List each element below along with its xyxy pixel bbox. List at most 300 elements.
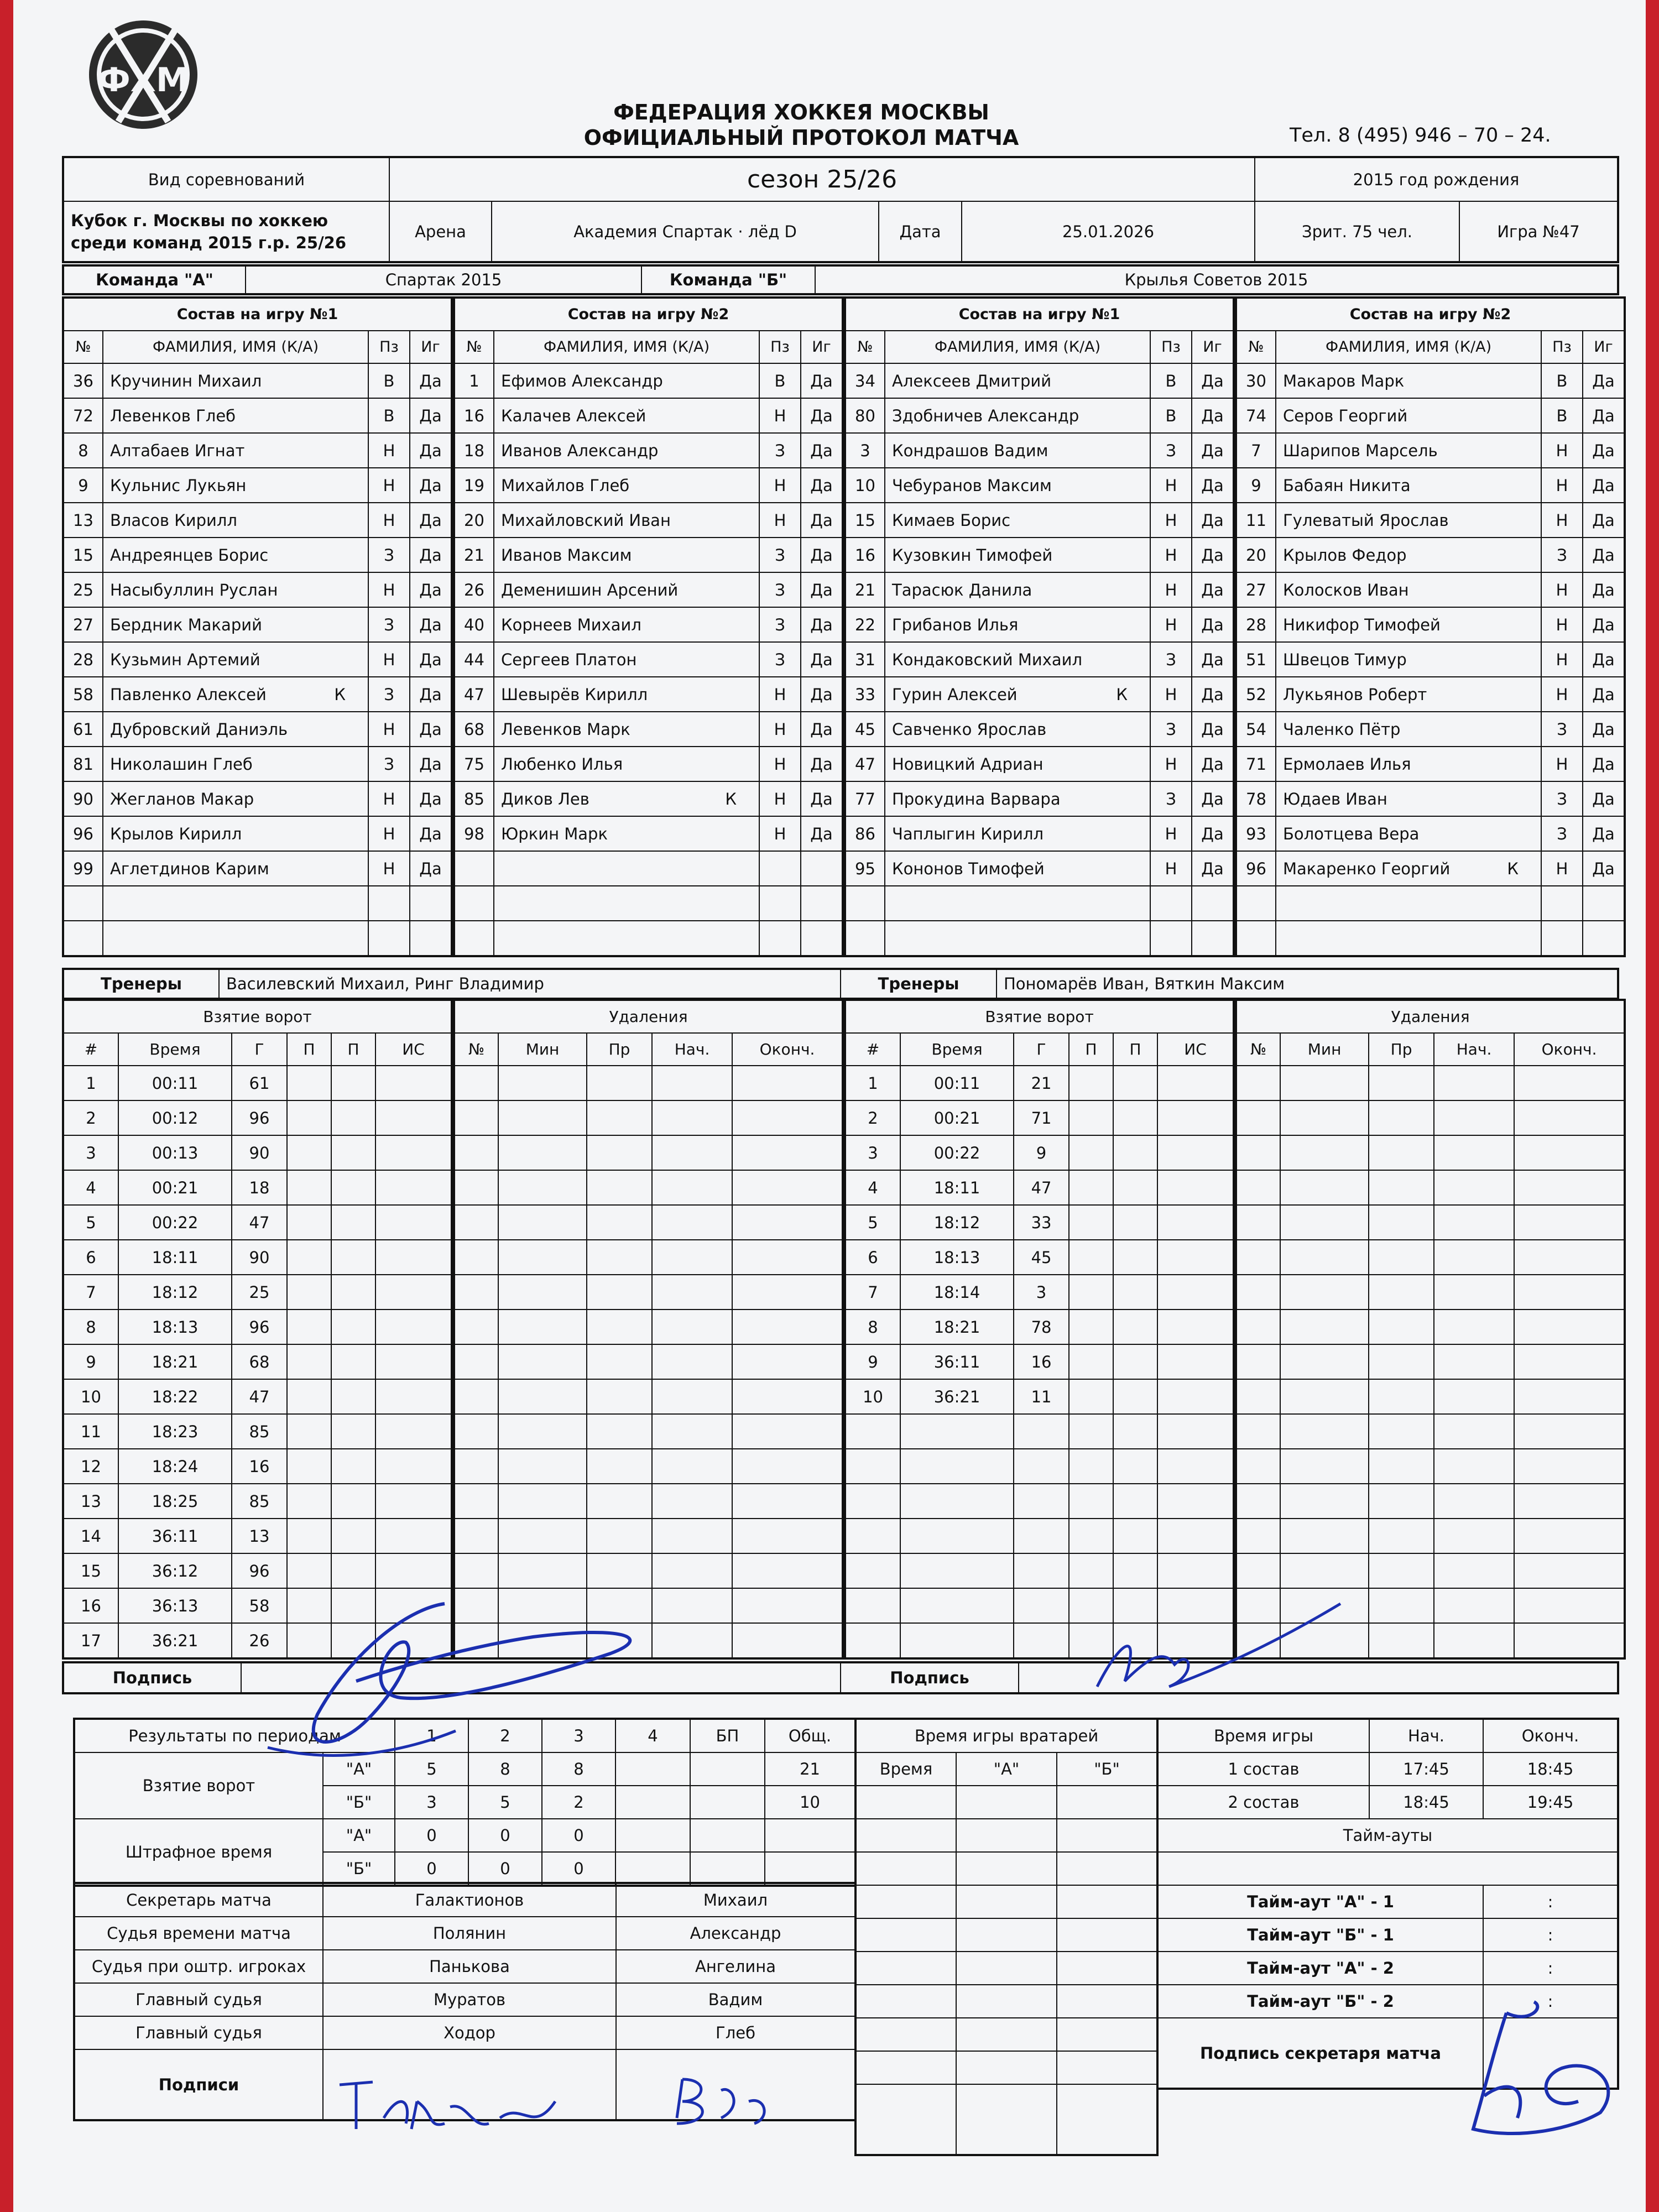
coaches-a: Василевский Михаил, Ринг Владимир bbox=[219, 969, 841, 999]
goal-time: 36:11 bbox=[900, 1344, 1014, 1379]
player-position: Н bbox=[1150, 851, 1192, 886]
team-a-label: Команда "А" bbox=[63, 265, 246, 294]
goal-time: 00:21 bbox=[118, 1170, 232, 1205]
player-row bbox=[454, 816, 843, 851]
timeout-row bbox=[1157, 1885, 1618, 1918]
roster-col-number: № bbox=[63, 331, 103, 363]
player-name-cell bbox=[1276, 433, 1541, 468]
goal-scorer: 18 bbox=[232, 1170, 287, 1205]
official-surname: Ходор bbox=[323, 2016, 616, 2049]
player-row bbox=[63, 607, 452, 642]
player-name: Бабаян Никита bbox=[1283, 476, 1411, 495]
player-row bbox=[63, 433, 452, 468]
player-number: 27 bbox=[1236, 572, 1276, 607]
goal-time: 36:11 bbox=[118, 1519, 232, 1553]
player-name: Кузовкин Тимофей bbox=[892, 545, 1053, 565]
player-played: Да bbox=[410, 503, 452, 538]
team-b-name: Крылья Советов 2015 bbox=[815, 265, 1618, 294]
player-row bbox=[454, 398, 843, 433]
goal-scorer: 85 bbox=[232, 1484, 287, 1519]
player-name-cell bbox=[885, 642, 1150, 677]
player-position: Н bbox=[759, 503, 801, 538]
goal-scorer: 25 bbox=[232, 1275, 287, 1310]
player-position: З bbox=[759, 538, 801, 572]
goal-scorer: 96 bbox=[232, 1553, 287, 1588]
player-name-cell bbox=[494, 851, 759, 886]
goals-b-total: 10 bbox=[765, 1786, 855, 1819]
player-number: 36 bbox=[63, 363, 103, 398]
player-played: Да bbox=[1192, 503, 1234, 538]
timeout-label: Тайм-аут "Б" - 1 bbox=[1157, 1918, 1483, 1952]
goal-row bbox=[845, 1310, 1234, 1344]
player-row bbox=[1236, 642, 1625, 677]
player-played: Да bbox=[410, 851, 452, 886]
player-played: Да bbox=[801, 538, 843, 572]
player-row bbox=[63, 816, 452, 851]
penalties-col: Оконч. bbox=[732, 1033, 843, 1066]
player-number: 28 bbox=[63, 642, 103, 677]
col-period-3: 3 bbox=[542, 1719, 615, 1752]
player-row bbox=[454, 433, 843, 468]
player-played: Да bbox=[1583, 572, 1625, 607]
player-row bbox=[63, 503, 452, 538]
player-number: 96 bbox=[1236, 851, 1276, 886]
player-position: Н bbox=[759, 468, 801, 503]
player-name: Макаров Марк bbox=[1283, 371, 1405, 390]
player-name: Чаленко Пётр bbox=[1283, 719, 1401, 739]
team-b-mark: "Б" bbox=[323, 1852, 395, 1886]
goal-number: 5 bbox=[63, 1205, 118, 1240]
goal-row bbox=[63, 1310, 452, 1344]
player-number: 99 bbox=[63, 851, 103, 886]
player-played bbox=[801, 921, 843, 956]
player-name: Макаренко Георгий bbox=[1283, 859, 1451, 878]
goal-scorer bbox=[1014, 1623, 1069, 1658]
player-position: Н bbox=[1150, 747, 1192, 781]
player-name: Кондрашов Вадим bbox=[892, 441, 1048, 460]
player-name: Кульнис Лукьян bbox=[110, 476, 247, 495]
penalties-col: Нач. bbox=[652, 1033, 732, 1066]
player-played: Да bbox=[410, 607, 452, 642]
player-number: 10 bbox=[845, 468, 885, 503]
player-number: 47 bbox=[845, 747, 885, 781]
goal-row bbox=[63, 1135, 452, 1170]
player-name: Гулеватый Ярослав bbox=[1283, 510, 1449, 530]
player-name: Тарасюк Данила bbox=[892, 580, 1032, 599]
player-number: 3 bbox=[845, 433, 885, 468]
player-played: Да bbox=[1192, 607, 1234, 642]
goal-row bbox=[63, 1553, 452, 1588]
player-number: 7 bbox=[1236, 433, 1276, 468]
player-name-cell bbox=[103, 921, 368, 956]
goal-time: 18:12 bbox=[118, 1275, 232, 1310]
goal-number: 6 bbox=[845, 1240, 900, 1275]
player-name: Крылов Федор bbox=[1283, 545, 1407, 565]
goal-number: 2 bbox=[63, 1100, 118, 1135]
goal-number: 3 bbox=[845, 1135, 900, 1170]
goal-time: 18:25 bbox=[118, 1484, 232, 1519]
player-position: Н bbox=[1541, 433, 1583, 468]
player-name-cell bbox=[103, 642, 368, 677]
goal-scorer: 96 bbox=[232, 1100, 287, 1135]
player-played: Да bbox=[1192, 363, 1234, 398]
officials-signatures bbox=[323, 2068, 854, 2151]
goal-number bbox=[845, 1519, 900, 1553]
player-name-cell bbox=[103, 433, 368, 468]
player-position: З bbox=[759, 607, 801, 642]
goals-col: Время bbox=[900, 1033, 1014, 1066]
player-name: Калачев Алексей bbox=[501, 406, 646, 425]
player-position: Н bbox=[1150, 677, 1192, 712]
player-position: Н bbox=[1541, 468, 1583, 503]
player-name: Шевырёв Кирилл bbox=[501, 685, 648, 704]
goal-number: 16 bbox=[63, 1588, 118, 1623]
player-number: 20 bbox=[1236, 538, 1276, 572]
roster-col-number: № bbox=[845, 331, 885, 363]
results-title: Результаты по периодам bbox=[74, 1719, 395, 1752]
goal-time: 18:14 bbox=[900, 1275, 1014, 1310]
player-name-cell bbox=[494, 433, 759, 468]
goal-number: 13 bbox=[63, 1484, 118, 1519]
player-position: Н bbox=[759, 816, 801, 851]
player-position bbox=[368, 886, 410, 921]
goal-number: 4 bbox=[63, 1170, 118, 1205]
player-name-cell bbox=[103, 468, 368, 503]
player-played: Да bbox=[1583, 747, 1625, 781]
player-position: З bbox=[759, 433, 801, 468]
player-row bbox=[845, 781, 1234, 816]
player-name-cell bbox=[1276, 468, 1541, 503]
goal-row bbox=[845, 1205, 1234, 1240]
gk-b-col: "Б" bbox=[1057, 1752, 1157, 1786]
coaches-a-label: Тренеры bbox=[63, 969, 219, 999]
player-name: Аглетдинов Карим bbox=[110, 859, 269, 878]
penalties-col: Оконч. bbox=[1514, 1033, 1625, 1066]
goals-col: Г bbox=[1014, 1033, 1069, 1066]
player-name-cell bbox=[885, 433, 1150, 468]
player-row bbox=[63, 747, 452, 781]
roster-col-played: Иг bbox=[410, 331, 452, 363]
gt-end-col: Оконч. bbox=[1483, 1719, 1618, 1752]
col-period-2: 2 bbox=[468, 1719, 542, 1752]
player-number: 27 bbox=[63, 607, 103, 642]
goals-col: П bbox=[1069, 1033, 1113, 1066]
player-name: Любенко Илья bbox=[501, 754, 623, 774]
captain-mark: К bbox=[334, 685, 346, 704]
player-name-cell bbox=[1276, 747, 1541, 781]
player-number: 21 bbox=[845, 572, 885, 607]
player-name: Ермолаев Илья bbox=[1283, 754, 1411, 774]
player-played: Да bbox=[410, 677, 452, 712]
signature-b bbox=[1064, 1593, 1352, 1703]
player-name-cell bbox=[494, 781, 759, 816]
player-played bbox=[1583, 886, 1625, 921]
player-number: 85 bbox=[454, 781, 494, 816]
goal-time: 18:13 bbox=[118, 1310, 232, 1344]
roster-col-number: № bbox=[454, 331, 494, 363]
player-row bbox=[1236, 712, 1625, 747]
player-number bbox=[1236, 886, 1276, 921]
goal-time bbox=[900, 1519, 1014, 1553]
player-name: Колосков Иван bbox=[1283, 580, 1409, 599]
player-position: Н bbox=[759, 712, 801, 747]
player-name-cell bbox=[885, 816, 1150, 851]
player-name: Андреянцев Борис bbox=[110, 545, 269, 565]
goal-time bbox=[900, 1588, 1014, 1623]
player-number: 68 bbox=[454, 712, 494, 747]
goals-b-p2: 5 bbox=[468, 1786, 542, 1819]
player-row bbox=[454, 503, 843, 538]
goal-scorer: 16 bbox=[1014, 1344, 1069, 1379]
player-name-cell bbox=[494, 677, 759, 712]
goal-number: 2 bbox=[845, 1100, 900, 1135]
player-name-cell bbox=[1276, 921, 1541, 956]
player-played: Да bbox=[1192, 538, 1234, 572]
penalties-title: Удаления bbox=[454, 1000, 843, 1033]
goal-row bbox=[63, 1449, 452, 1484]
player-played: Да bbox=[1192, 468, 1234, 503]
player-name-cell bbox=[1276, 851, 1541, 886]
roster-col-played: Иг bbox=[1192, 331, 1234, 363]
arena: Академия Спартак · лёд D bbox=[492, 201, 879, 262]
goal-row bbox=[63, 1414, 452, 1449]
goal-number: 4 bbox=[845, 1170, 900, 1205]
pim-label: Штрафное время bbox=[74, 1819, 323, 1886]
player-number: 8 bbox=[63, 433, 103, 468]
player-position: Н bbox=[368, 503, 410, 538]
player-number: 20 bbox=[454, 503, 494, 538]
player-row bbox=[454, 642, 843, 677]
player-position bbox=[759, 886, 801, 921]
player-number: 28 bbox=[1236, 607, 1276, 642]
player-row bbox=[845, 398, 1234, 433]
player-played: Да bbox=[801, 747, 843, 781]
player-played: Да bbox=[801, 642, 843, 677]
player-number: 61 bbox=[63, 712, 103, 747]
player-position: В bbox=[1541, 363, 1583, 398]
player-played: Да bbox=[1192, 572, 1234, 607]
player-name-cell bbox=[885, 607, 1150, 642]
official-role: Главный судья bbox=[74, 1983, 323, 2016]
player-position: В bbox=[1150, 398, 1192, 433]
signatures-label: Подписи bbox=[74, 2049, 323, 2120]
player-name-cell bbox=[885, 677, 1150, 712]
player-number: 45 bbox=[845, 712, 885, 747]
player-position: Н bbox=[759, 398, 801, 433]
player-name-cell bbox=[494, 747, 759, 781]
rosters bbox=[62, 296, 1617, 957]
federation-title: ФЕДЕРАЦИЯ ХОККЕЯ МОСКВЫ bbox=[613, 100, 989, 124]
player-row bbox=[1236, 503, 1625, 538]
roster-title: Состав на игру №2 bbox=[1236, 298, 1625, 331]
player-played: Да bbox=[1583, 712, 1625, 747]
player-name-cell bbox=[103, 398, 368, 433]
player-position: З bbox=[368, 607, 410, 642]
player-position: Н bbox=[1150, 572, 1192, 607]
player-name-cell bbox=[1276, 677, 1541, 712]
goals-a-p2: 8 bbox=[468, 1752, 542, 1786]
player-name: Иванов Александр bbox=[501, 441, 659, 460]
player-name-cell bbox=[103, 816, 368, 851]
pim-a-so bbox=[690, 1819, 765, 1852]
goal-scorer: 47 bbox=[232, 1205, 287, 1240]
goals-title: Взятие ворот bbox=[63, 1000, 452, 1033]
player-row bbox=[1236, 816, 1625, 851]
lineup-1-label: 1 состав bbox=[1157, 1752, 1369, 1786]
teams-table bbox=[62, 264, 1619, 295]
player-number: 15 bbox=[845, 503, 885, 538]
timeout-time: : bbox=[1483, 1885, 1618, 1918]
sign-b-label: Подпись bbox=[841, 1662, 1019, 1693]
goal-number: 7 bbox=[845, 1275, 900, 1310]
goals-table-b bbox=[844, 999, 1235, 1660]
player-position: Н bbox=[1541, 503, 1583, 538]
player-number bbox=[63, 921, 103, 956]
player-row bbox=[454, 851, 843, 886]
goal-time: 18:11 bbox=[118, 1240, 232, 1275]
goals-label: Взятие ворот bbox=[74, 1752, 323, 1819]
player-row bbox=[63, 468, 452, 503]
player-position: Н bbox=[368, 642, 410, 677]
goal-row bbox=[845, 1344, 1234, 1379]
goal-time bbox=[900, 1484, 1014, 1519]
goal-number: 1 bbox=[845, 1066, 900, 1100]
goal-number: 11 bbox=[63, 1414, 118, 1449]
goal-number: 17 bbox=[63, 1623, 118, 1658]
player-name: Жегланов Макар bbox=[110, 789, 254, 808]
player-position bbox=[759, 921, 801, 956]
goals-a-p1: 5 bbox=[395, 1752, 468, 1786]
player-row bbox=[1236, 747, 1625, 781]
official-row bbox=[74, 1917, 855, 1950]
player-position: Н bbox=[759, 677, 801, 712]
player-number: 98 bbox=[454, 816, 494, 851]
player-name: Болотцева Вера bbox=[1283, 824, 1420, 843]
player-row bbox=[845, 572, 1234, 607]
player-played: Да bbox=[1192, 642, 1234, 677]
official-row bbox=[74, 2016, 855, 2049]
player-row bbox=[454, 712, 843, 747]
pim-b-p1: 0 bbox=[395, 1852, 468, 1886]
goal-row bbox=[845, 1414, 1234, 1449]
goal-row bbox=[845, 1275, 1234, 1310]
goal-scorer: 71 bbox=[1014, 1100, 1069, 1135]
player-position: З bbox=[1150, 712, 1192, 747]
player-position bbox=[368, 921, 410, 956]
player-name: Бердник Макарий bbox=[110, 615, 262, 634]
player-row bbox=[63, 781, 452, 816]
pim-b-so bbox=[690, 1852, 765, 1886]
player-row bbox=[454, 747, 843, 781]
goal-number: 14 bbox=[63, 1519, 118, 1553]
pim-a-p1: 0 bbox=[395, 1819, 468, 1852]
player-name-cell bbox=[885, 921, 1150, 956]
player-name: Кимаев Борис bbox=[892, 510, 1011, 530]
goal-number bbox=[845, 1414, 900, 1449]
goal-scorer bbox=[1014, 1449, 1069, 1484]
player-row bbox=[845, 607, 1234, 642]
player-number: 96 bbox=[63, 816, 103, 851]
player-row bbox=[1236, 363, 1625, 398]
official-role: Судья времени матча bbox=[74, 1917, 323, 1950]
player-name-cell bbox=[103, 503, 368, 538]
player-number: 90 bbox=[63, 781, 103, 816]
player-position: Н bbox=[759, 781, 801, 816]
goal-time: 00:11 bbox=[118, 1066, 232, 1100]
player-name: Кононов Тимофей bbox=[892, 859, 1045, 878]
official-row bbox=[74, 1983, 855, 2016]
player-number: 80 bbox=[845, 398, 885, 433]
goals-col: ИС bbox=[1157, 1033, 1234, 1066]
player-row bbox=[63, 851, 452, 886]
goal-row bbox=[845, 1170, 1234, 1205]
goal-time: 36:13 bbox=[118, 1588, 232, 1623]
player-played: Да bbox=[410, 398, 452, 433]
roster-col-played: Иг bbox=[801, 331, 843, 363]
player-position: З bbox=[759, 642, 801, 677]
player-name-cell bbox=[1276, 816, 1541, 851]
phone-number: Тел. 8 (495) 946 – 70 – 24. bbox=[1290, 124, 1551, 147]
goals-col: П bbox=[1113, 1033, 1157, 1066]
timeout-label: Тайм-аут "А" - 1 bbox=[1157, 1885, 1483, 1918]
player-number: 30 bbox=[1236, 363, 1276, 398]
player-position: Н bbox=[368, 433, 410, 468]
goal-number bbox=[845, 1449, 900, 1484]
goal-time: 18:21 bbox=[118, 1344, 232, 1379]
player-row bbox=[1236, 398, 1625, 433]
player-name: Кондаковский Михаил bbox=[892, 650, 1083, 669]
player-number: 26 bbox=[454, 572, 494, 607]
player-name: Здобничев Александр bbox=[892, 406, 1079, 425]
goal-scorer: 13 bbox=[232, 1519, 287, 1553]
sign-a-label: Подпись bbox=[63, 1662, 241, 1693]
player-name-cell bbox=[1276, 398, 1541, 433]
player-position: Н bbox=[368, 712, 410, 747]
goal-number: 3 bbox=[63, 1135, 118, 1170]
player-row bbox=[63, 572, 452, 607]
captain-mark: К bbox=[1116, 685, 1128, 704]
player-name-cell bbox=[494, 886, 759, 921]
player-played: Да bbox=[801, 503, 843, 538]
goal-scorer: 85 bbox=[232, 1414, 287, 1449]
player-played: Да bbox=[1583, 503, 1625, 538]
player-name: Прокудина Варвара bbox=[892, 789, 1061, 808]
player-number: 58 bbox=[63, 677, 103, 712]
player-name: Серов Георгий bbox=[1283, 406, 1408, 425]
team-a-mark: "А" bbox=[323, 1819, 395, 1852]
player-name-cell bbox=[494, 538, 759, 572]
pim-b-p2: 0 bbox=[468, 1852, 542, 1886]
player-row bbox=[63, 398, 452, 433]
coaches-table bbox=[62, 968, 1619, 1000]
player-played: Да bbox=[1583, 433, 1625, 468]
col-total: Общ. bbox=[765, 1719, 855, 1752]
match-date: 25.01.2026 bbox=[962, 201, 1255, 262]
goal-time: 00:13 bbox=[118, 1135, 232, 1170]
player-number: 74 bbox=[1236, 398, 1276, 433]
player-row bbox=[63, 363, 452, 398]
player-played bbox=[801, 851, 843, 886]
player-position: В bbox=[368, 363, 410, 398]
player-played: Да bbox=[1192, 712, 1234, 747]
player-name-cell bbox=[885, 572, 1150, 607]
goal-time bbox=[900, 1553, 1014, 1588]
player-played bbox=[1192, 886, 1234, 921]
player-played: Да bbox=[410, 363, 452, 398]
roster-col-played: Иг bbox=[1583, 331, 1625, 363]
goal-scorer: 45 bbox=[1014, 1240, 1069, 1275]
player-position bbox=[1541, 921, 1583, 956]
